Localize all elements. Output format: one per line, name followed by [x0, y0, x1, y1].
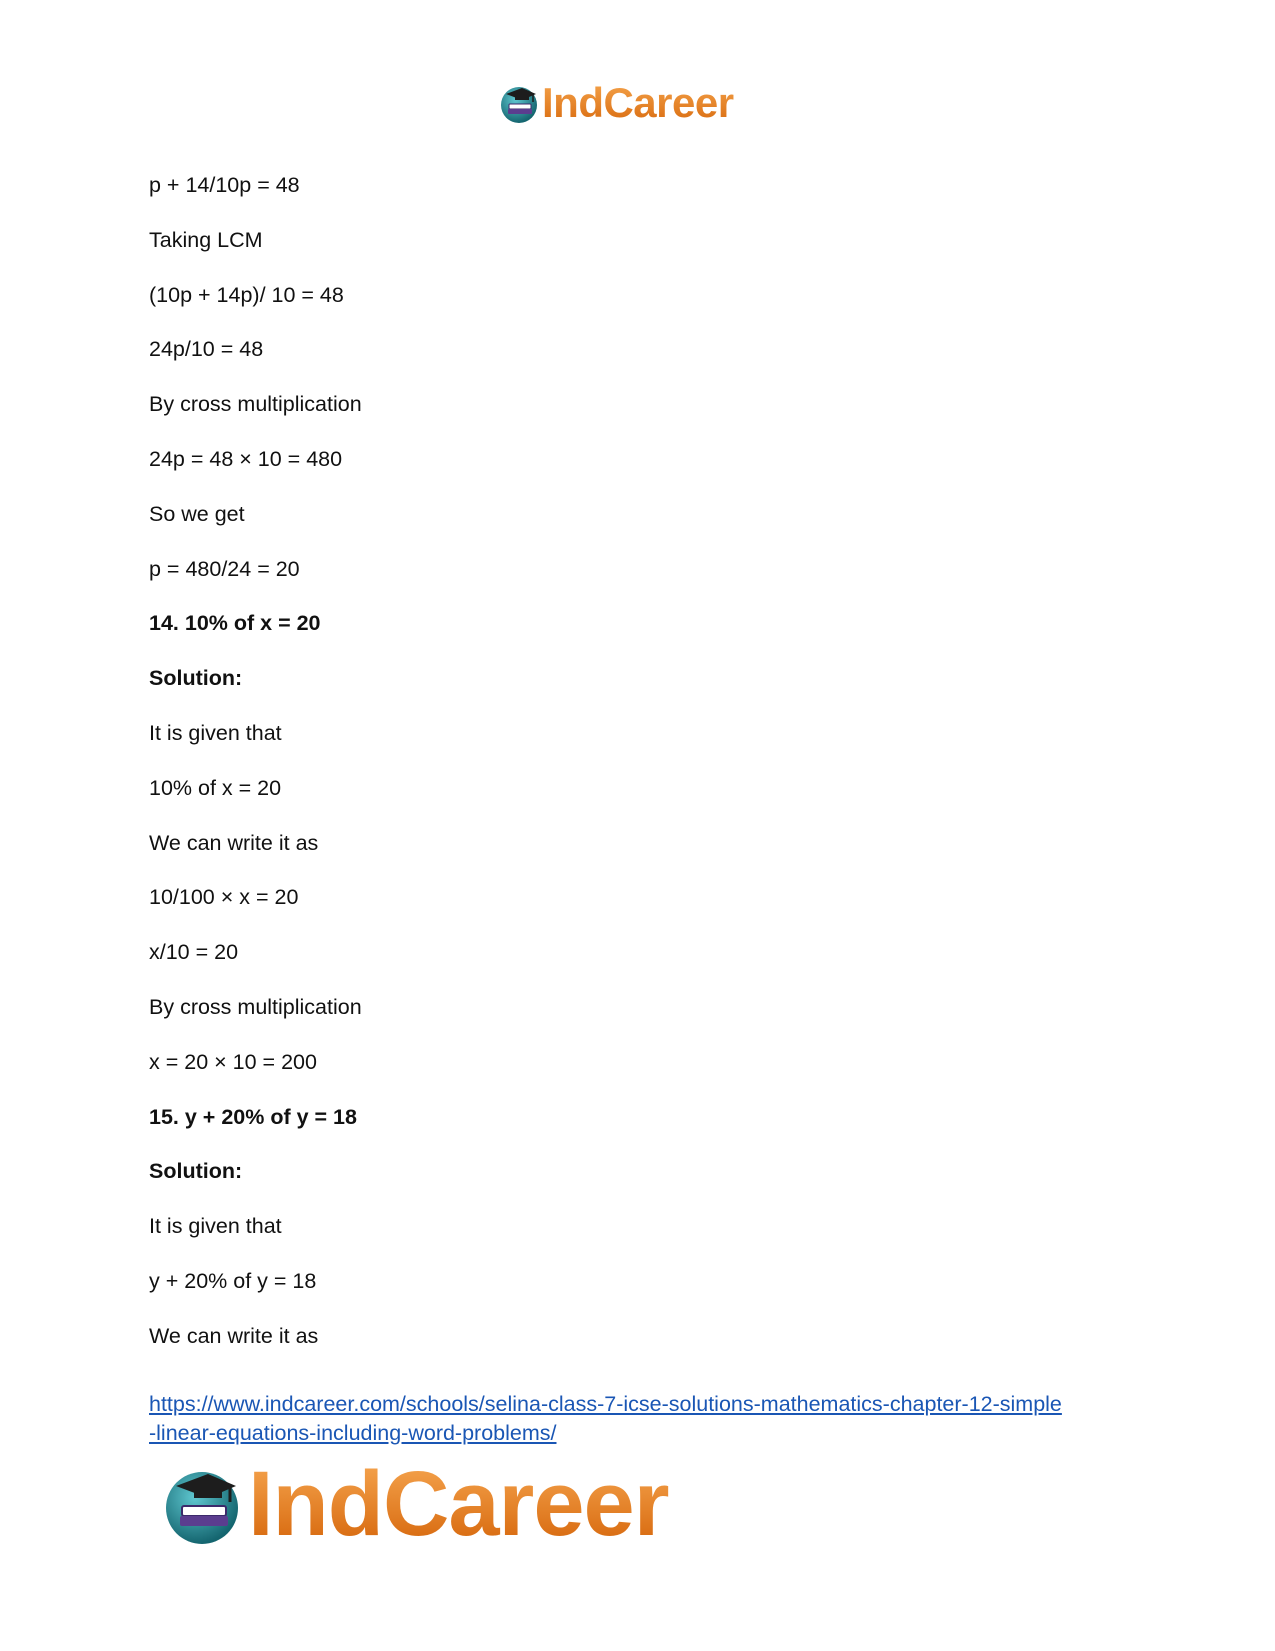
text-line: p + 14/10p = 48 [149, 173, 300, 197]
text-line: 10% of x = 20 [149, 775, 282, 800]
text-line: x/10 = 20 [149, 940, 239, 965]
text-line: 24p = 48 × 10 = 480 [149, 446, 343, 471]
text-line: y + 20% of y = 18 [149, 1268, 317, 1293]
header-logo [498, 78, 734, 128]
text-line: By cross multiplication [149, 994, 362, 1019]
heading-line: Solution: [149, 666, 243, 691]
source-link[interactable] [149, 1392, 1062, 1445]
source-link-line-2: -linear-equations-including-word-problems/ [149, 1421, 557, 1445]
text-line: Taking LCM [149, 227, 263, 252]
graduation-cap-books-globe-icon [160, 1462, 244, 1546]
text-line: We can write it as [149, 1323, 319, 1348]
heading-line: Solution: [149, 1159, 243, 1184]
document-body [149, 172, 1129, 1378]
text-line: (10p + 14p)/ 10 = 48 [149, 282, 344, 307]
text-line: x = 20 × 10 = 200 [149, 1049, 317, 1074]
text-line: p = 480/24 = 20 [149, 556, 300, 581]
source-link-block [149, 1390, 1149, 1448]
footer-logo [160, 1453, 669, 1555]
text-line: 10/100 × x = 20 [149, 885, 299, 910]
source-link-line-1: https://www.indcareer.com/schools/selina-class-7-icse-solutions-mathematics-chapter-12-simple [149, 1392, 1062, 1416]
text-line: It is given that [149, 720, 282, 745]
footer-brand-name: IndCareer [248, 1453, 669, 1555]
text-line: We can write it as [149, 830, 319, 855]
text-line: So we get [149, 501, 245, 526]
graduation-cap-books-globe-icon [498, 82, 540, 124]
heading-line: 15. y + 20% of y = 18 [149, 1104, 357, 1129]
heading-line: 14. 10% of x = 20 [149, 611, 321, 636]
text-line: By cross multiplication [149, 392, 362, 417]
brand-name: IndCareer [542, 79, 734, 126]
text-line: It is given that [149, 1214, 282, 1239]
text-line: 24p/10 = 48 [149, 337, 264, 362]
